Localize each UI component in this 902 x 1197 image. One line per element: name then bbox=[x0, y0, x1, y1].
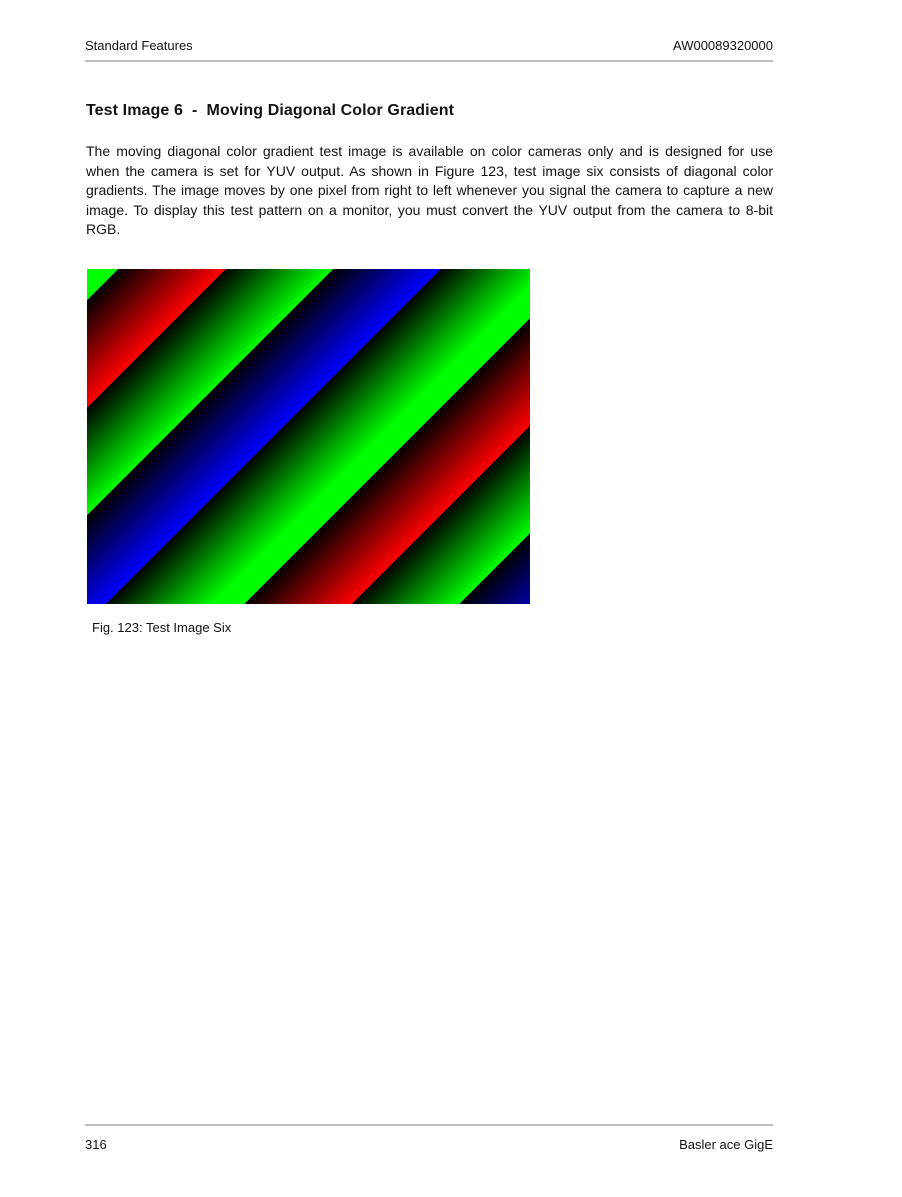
header-right-text: AW00089320000 bbox=[673, 38, 773, 53]
page-header bbox=[85, 38, 773, 54]
section-title: Test Image 6 - Moving Diagonal Color Gradient bbox=[86, 102, 455, 119]
figure-test-image bbox=[87, 269, 530, 604]
test-image bbox=[87, 269, 530, 604]
header-left-text: Standard Features bbox=[85, 38, 193, 53]
body-paragraph: The moving diagonal color gradient test image is available on color cameras only and is designed for use when the camera is set for YUV output. As shown in Figure 123, test image six consists of diagonal color gradients. The image moves by one pixel from right to left whenever you signal the camera to capture a new image. To display this test pattern on a monitor, you must convert the YUV output from the camera to 8-bit RGB. bbox=[86, 143, 773, 237]
header-divider bbox=[85, 60, 773, 62]
page-footer bbox=[85, 1137, 773, 1153]
page-number: 316 bbox=[85, 1137, 107, 1152]
figure-caption: Fig. 123: Test Image Six bbox=[92, 620, 232, 635]
footer-right-text: Basler ace GigE bbox=[679, 1137, 773, 1152]
footer-divider bbox=[85, 1124, 773, 1126]
